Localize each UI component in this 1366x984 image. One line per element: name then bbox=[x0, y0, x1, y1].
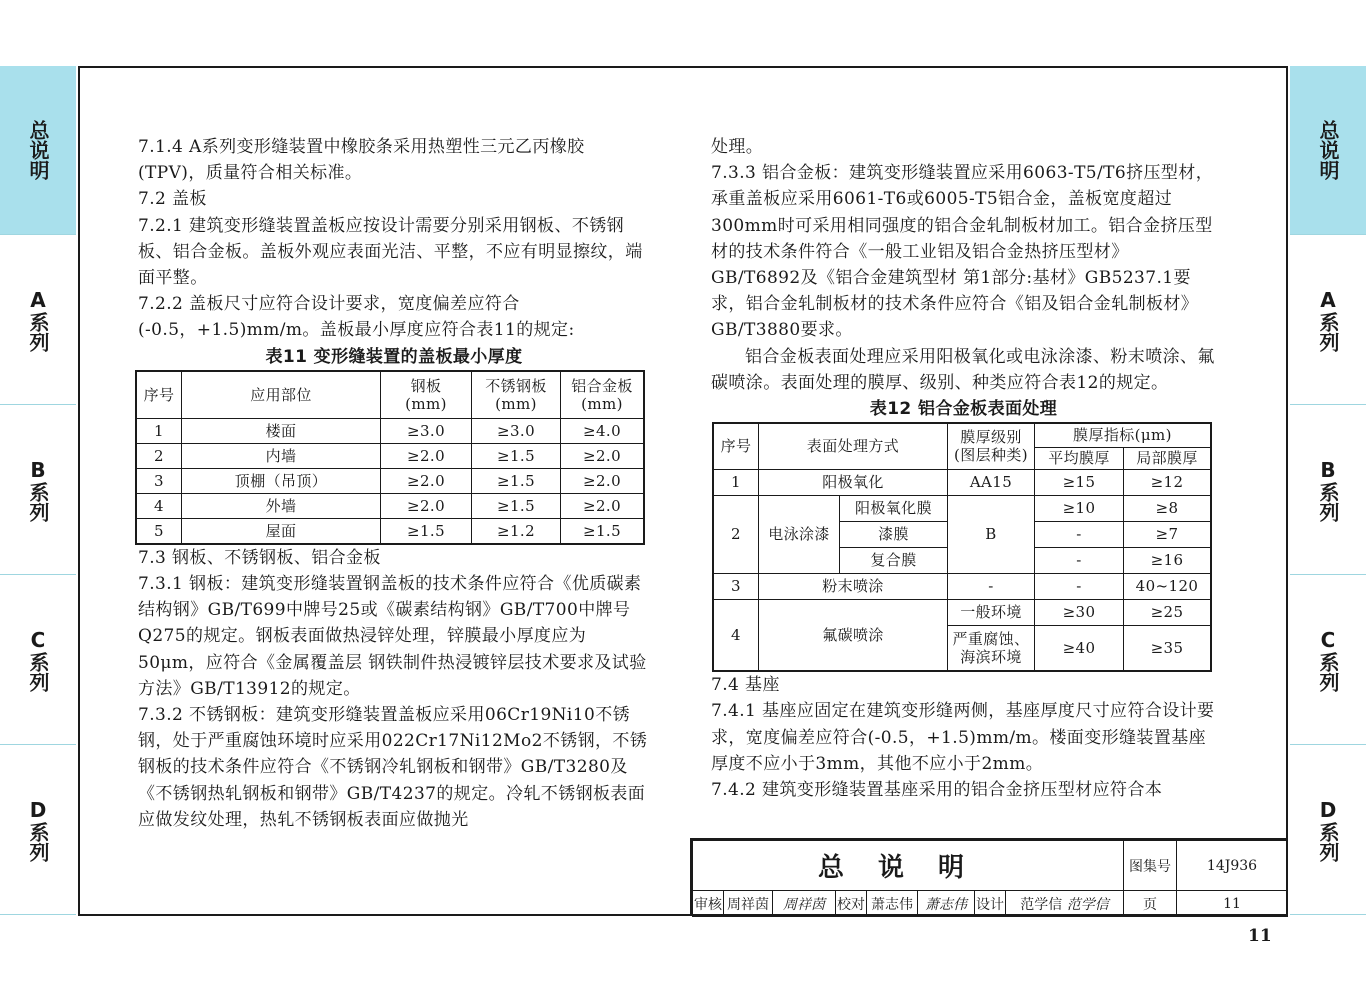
table-cell: 屋面 bbox=[182, 519, 381, 544]
side-tab-general[interactable]: 总说明 bbox=[0, 66, 76, 235]
table-cell: ≥2.0 bbox=[561, 444, 645, 469]
table-cell: ≥16 bbox=[1124, 547, 1212, 573]
reviewer-signature: 周祥茵 bbox=[773, 891, 836, 917]
table-cell: 电泳涂漆 bbox=[759, 495, 840, 573]
table-cell: 4 bbox=[713, 599, 759, 671]
table-cell: 顶棚（吊顶） bbox=[182, 469, 381, 494]
right-column bbox=[711, 134, 1216, 803]
table-cell: ≥40 bbox=[1035, 625, 1124, 671]
para-surface-treatment: 铝合金板表面处理应采用阳极氧化或电泳涂漆、粉末喷涂、氟碳喷涂。表面处理的膜厚、级别、种类应符合表12的规定。 bbox=[711, 346, 1215, 393]
table-row bbox=[136, 494, 644, 519]
table-cell: 粉末喷涂 bbox=[759, 573, 948, 599]
table-cell: 1 bbox=[713, 469, 759, 495]
table-cell: AA15 bbox=[948, 469, 1035, 495]
table-cell: 阳极氧化膜 bbox=[840, 495, 948, 521]
table-header: 序号 bbox=[136, 371, 182, 419]
table-cell: ≥2.0 bbox=[561, 469, 645, 494]
left-column bbox=[138, 134, 650, 833]
atlas-number: 14J936 bbox=[1177, 841, 1288, 891]
table-cell: ≥1.5 bbox=[472, 444, 561, 469]
check-label: 校对 bbox=[836, 891, 867, 917]
designer-signature: 范学信 bbox=[1066, 896, 1109, 913]
table-cell: 外墙 bbox=[182, 494, 381, 519]
table-cell: ≥1.5 bbox=[381, 519, 472, 544]
table-header: 序号 bbox=[713, 423, 759, 469]
table-cell: 2 bbox=[713, 495, 759, 573]
table-cell: ≥1.5 bbox=[472, 469, 561, 494]
side-tab-a-series[interactable]: A系列 bbox=[1290, 236, 1366, 405]
design-label: 设计 bbox=[975, 891, 1006, 917]
table-cell: 复合膜 bbox=[840, 547, 948, 573]
para-7-2-1: 7.2.1 建筑变形缝装置盖板应按设计需要分别采用钢板、不锈钢板、铝合金板。盖板外观应表面光洁、平整，不应有明显擦纹，端面平整。 bbox=[138, 215, 643, 289]
checker-signature: 萧志伟 bbox=[918, 891, 975, 917]
title-block bbox=[690, 838, 1288, 916]
para-7-4-2: 7.4.2 建筑变形缝装置基座采用的铝合金挤压型材应符合本 bbox=[711, 780, 1163, 801]
table-cell: ≥1.5 bbox=[472, 494, 561, 519]
table-cell: - bbox=[1035, 547, 1124, 573]
table-header: 不锈钢板 (mm) bbox=[472, 371, 561, 419]
table-cell: 4 bbox=[136, 494, 182, 519]
table-cell: 漆膜 bbox=[840, 521, 948, 547]
table-cell: ≥2.0 bbox=[381, 494, 472, 519]
table-cell: 40~120 bbox=[1124, 573, 1212, 599]
table-cell: 5 bbox=[136, 519, 182, 544]
table-cell: ≥3.0 bbox=[381, 419, 472, 444]
table-cell: ≥7 bbox=[1124, 521, 1212, 547]
table-header: 钢板 (mm) bbox=[381, 371, 472, 419]
table-cell: ≥12 bbox=[1124, 469, 1212, 495]
para-7-2-2: 7.2.2 盖板尺寸应符合设计要求，宽度偏差应符合(-0.5，+1.5)mm/m。盖板最小厚度应符合表11的规定: bbox=[138, 294, 575, 341]
table-cell: 1 bbox=[136, 419, 182, 444]
table-row bbox=[713, 495, 1211, 521]
table-cell: 3 bbox=[136, 469, 182, 494]
page-number: 11 bbox=[1248, 926, 1272, 946]
heading-7-3: 7.3 钢板、不锈钢板、铝合金板 bbox=[138, 547, 381, 568]
table11-caption: 表11 变形缝装置的盖板最小厚度 bbox=[265, 346, 523, 367]
table-cell: 一般环境 bbox=[948, 599, 1035, 625]
page-label: 页 bbox=[1124, 891, 1177, 917]
table-cell: 严重腐蚀、海滨环境 bbox=[948, 625, 1035, 671]
side-tab-general[interactable]: 总说明 bbox=[1290, 66, 1366, 235]
table-header: 膜厚指标(μm) bbox=[1035, 423, 1212, 447]
table-cell: ≥4.0 bbox=[561, 419, 645, 444]
table-row bbox=[713, 599, 1211, 625]
atlas-label: 图集号 bbox=[1124, 841, 1177, 891]
table-cell: 内墙 bbox=[182, 444, 381, 469]
side-tab-c-series[interactable]: C系列 bbox=[1290, 576, 1366, 745]
side-tab-d-series[interactable]: D系列 bbox=[1290, 746, 1366, 915]
table-cell: ≥25 bbox=[1124, 599, 1212, 625]
table12-caption: 表12 铝合金板表面处理 bbox=[869, 399, 1058, 420]
table-cell: - bbox=[1035, 521, 1124, 547]
table-cell: ≥1.2 bbox=[472, 519, 561, 544]
para-7-1-4: 7.1.4 A系列变形缝装置中橡胶条采用热塑性三元乙丙橡胶(TPV)，质量符合相关标准。 bbox=[138, 137, 585, 184]
para-7-4-1: 7.4.1 基座应固定在建筑变形缝两侧，基座厚度尺寸应符合设计要求，宽度偏差应符合(-0.5，+1.5)mm/m。楼面变形缝装置基座厚度不应小于3mm，其他不应小于2mm。 bbox=[711, 701, 1215, 774]
table-row bbox=[136, 444, 644, 469]
table-row bbox=[713, 469, 1211, 495]
review-label: 审核 bbox=[693, 891, 724, 917]
table-cell: ≥10 bbox=[1035, 495, 1124, 521]
table-header: 铝合金板 (mm) bbox=[561, 371, 645, 419]
table-cell: ≥1.5 bbox=[561, 519, 645, 544]
table-header: 表面处理方式 bbox=[759, 423, 948, 469]
designer-name: 范学信 范学信 bbox=[1006, 891, 1124, 917]
heading-7-4: 7.4 基座 bbox=[711, 675, 780, 696]
para-continued: 处理。 bbox=[711, 137, 764, 157]
table12 bbox=[712, 422, 1212, 672]
table-row bbox=[136, 519, 644, 544]
table-cell: - bbox=[948, 573, 1035, 599]
table-row bbox=[713, 573, 1211, 599]
sheet-title: 总说明 bbox=[693, 841, 1124, 891]
table-cell: - bbox=[1035, 573, 1124, 599]
sheet-page-number: 11 bbox=[1177, 891, 1288, 917]
reviewer-name: 周祥茵 bbox=[724, 891, 773, 917]
side-tab-b-series[interactable]: B系列 bbox=[1290, 406, 1366, 575]
heading-7-2: 7.2 盖板 bbox=[138, 189, 207, 210]
table-cell: 3 bbox=[713, 573, 759, 599]
side-tab-c-series[interactable]: C系列 bbox=[0, 576, 76, 745]
para-7-3-1: 7.3.1 钢板：建筑变形缝装置钢盖板的技术条件应符合《优质碳素结构钢》GB/T699中牌号25或《碳素结构钢》GB/T700中牌号Q275的规定。钢板表面做热浸锌处理，锌膜最小厚度应为50μm，应符合《金属覆盖层 钢铁制件热浸镀锌层技术要求及试验方法》GB/T13912的规定。 bbox=[138, 574, 647, 699]
table-cell: 2 bbox=[136, 444, 182, 469]
table-cell: ≥2.0 bbox=[381, 444, 472, 469]
table-cell: ≥2.0 bbox=[561, 494, 645, 519]
table-row bbox=[136, 469, 644, 494]
table-header: 局部膜厚 bbox=[1124, 447, 1212, 469]
table-cell: 阳极氧化 bbox=[759, 469, 948, 495]
table-cell: ≥15 bbox=[1035, 469, 1124, 495]
side-tab-b-series[interactable]: B系列 bbox=[0, 406, 76, 575]
side-tab-d-series[interactable]: D系列 bbox=[0, 746, 76, 915]
table-cell: ≥3.0 bbox=[472, 419, 561, 444]
table-header: 膜厚级别 (图层种类) bbox=[948, 423, 1035, 469]
table-cell: 氟碳喷涂 bbox=[759, 599, 948, 671]
table-row bbox=[136, 419, 644, 444]
table-header: 应用部位 bbox=[182, 371, 381, 419]
table-cell: 楼面 bbox=[182, 419, 381, 444]
checker-name: 萧志伟 bbox=[867, 891, 918, 917]
para-7-3-3: 7.3.3 铝合金板：建筑变形缝装置应采用6063-T5/T6挤压型材，承重盖板应采用6061-T6或6005-T5铝合金，盖板宽度超过300mm时可采用相同强度的铝合金轧制板材加工。铝合金挤压型材的技术条件符合《一般工业铝及铝合金热挤压型材》GB/T6892及《铝合金建筑型材 第1部分:基材》GB5237.1要求，铝合金轧制板材的技术条件应符合《铝及铝合金轧制板材》GB/T3880要求。 bbox=[711, 163, 1214, 341]
table-cell: ≥8 bbox=[1124, 495, 1212, 521]
table-header: 平均膜厚 bbox=[1035, 447, 1124, 469]
table-cell: ≥35 bbox=[1124, 625, 1212, 671]
table-cell: ≥2.0 bbox=[381, 469, 472, 494]
table11 bbox=[135, 370, 645, 545]
para-7-3-2: 7.3.2 不锈钢板：建筑变形缝装置盖板应采用06Cr19Ni10不锈钢，处于严重腐蚀环境时应采用022Cr17Ni12Mo2不锈钢，不锈钢板的技术条件应符合《不锈钢冷轧钢板和钢带》GB/T3280及《不锈钢热轧钢板和钢带》GB/T4237的规定。冷轧不锈钢板表面应做发纹处理，热轧不锈钢板表面应做抛光 bbox=[138, 705, 648, 830]
table-cell: ≥30 bbox=[1035, 599, 1124, 625]
side-tab-a-series[interactable]: A系列 bbox=[0, 236, 76, 405]
table-cell: B bbox=[948, 495, 1035, 573]
